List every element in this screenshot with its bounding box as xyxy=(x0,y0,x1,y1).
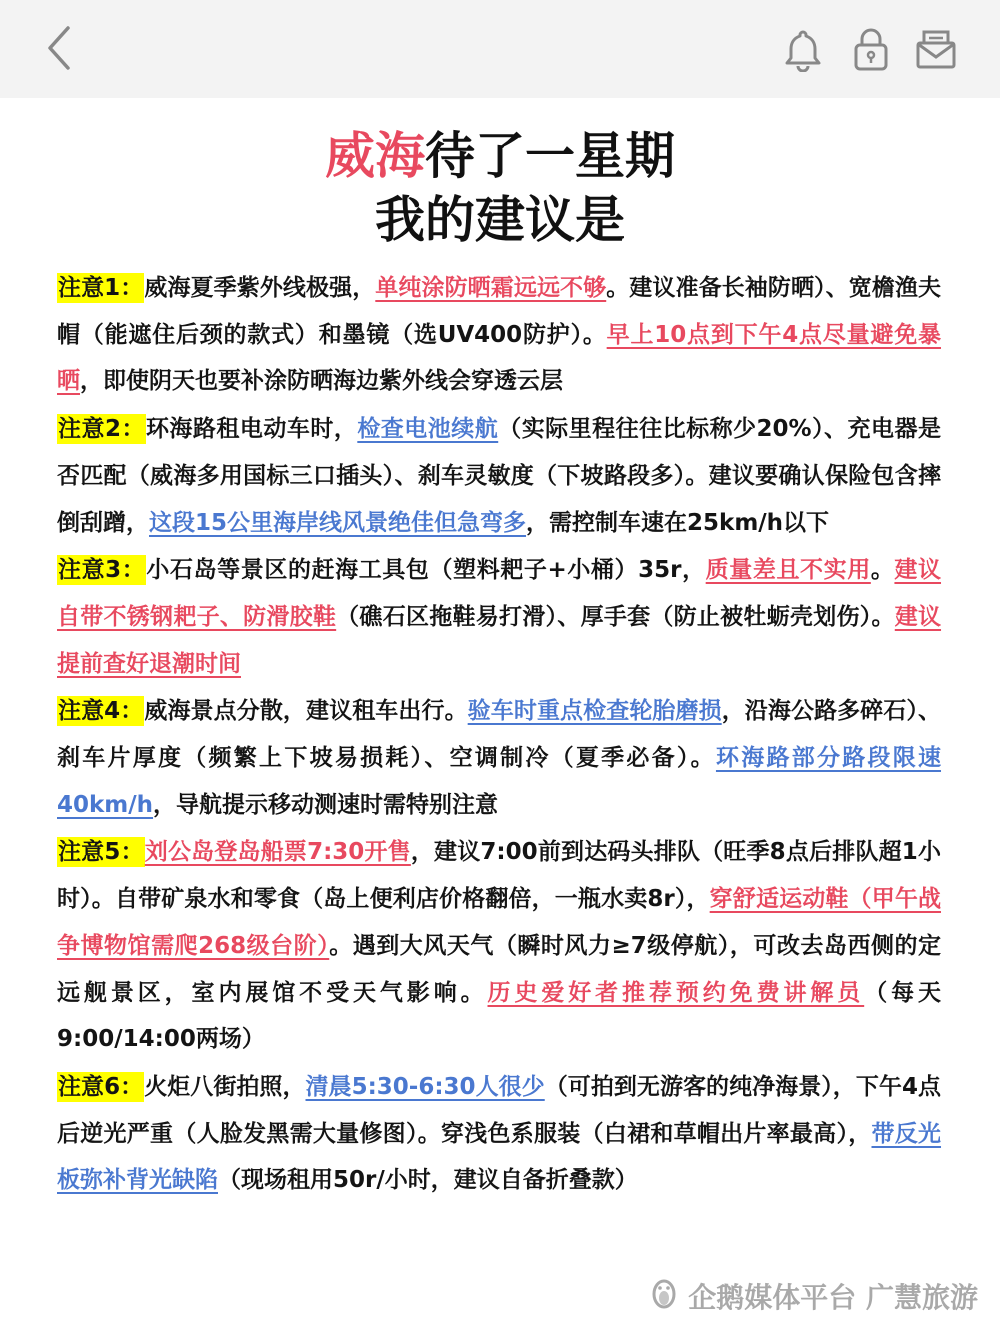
note-text: （可拍到无游客的纯净海景），下午4点后逆光严重（人脸发黑需大量修图）。穿浅色系服装（白裙和草帽出片率最高）， xyxy=(57,1073,941,1147)
note-3 xyxy=(57,547,941,687)
note-4 xyxy=(57,688,941,828)
note-tag: 注意1： xyxy=(58,275,144,301)
watermark xyxy=(646,1278,978,1318)
notes-list xyxy=(57,265,941,1205)
note-text: 威海夏季紫外线极强， xyxy=(144,275,376,301)
highlight-text: 这段15公里海岸线风景绝佳但急弯多 xyxy=(149,509,527,536)
note-text: 。 xyxy=(870,557,895,584)
note-tag: 注意5： xyxy=(58,839,144,866)
title-rest: 待了一星期 xyxy=(425,127,675,185)
note-text: ，需控制车速在25km/h以下 xyxy=(526,509,830,536)
chevron-left-icon[interactable] xyxy=(40,22,80,74)
watermark-text: 企鹅媒体平台 广慧旅游 xyxy=(688,1281,978,1314)
note-text: ，即使阴天也要补涂防晒海边紫外线会穿透云层 xyxy=(80,368,563,395)
note-text: 。建议准备长袖防晒）、宽檐渔夫帽（能遮住后颈的款式）和墨镜（选UV400防护）。 xyxy=(57,275,942,348)
lock-icon[interactable] xyxy=(852,26,890,72)
highlight-text: 环海路部分路段限速40km/h xyxy=(57,745,942,818)
note-text: 。遇到大风天气（瞬时风力≥7级停航），可改去岛西侧的定远舰景区，室内展馆不受天气影响。 xyxy=(57,932,941,1006)
note-2 xyxy=(57,406,941,546)
highlight-text: 验车时重点检查轮胎磨损 xyxy=(467,698,722,725)
penguin-icon xyxy=(646,1276,682,1321)
highlight-text: 建议提前查好退潮时间 xyxy=(57,603,942,677)
note-tag: 注意3： xyxy=(58,557,146,584)
note-5 xyxy=(57,829,941,1063)
note-text: 小石岛等景区的赶海工具包（塑料耙子+小桶）35r， xyxy=(146,557,706,584)
highlight-text: 质量差且不实用 xyxy=(705,557,871,584)
note-tag: 注意2： xyxy=(58,416,145,443)
note-text: 环海路租电动车时， xyxy=(145,416,358,443)
highlight-text: 清晨5:30-6:30人很少 xyxy=(305,1073,545,1100)
highlight-text: 历史爱好者推荐预约免费讲解员 xyxy=(487,979,865,1006)
highlight-text: 检查电池续航 xyxy=(357,416,499,443)
mail-icon[interactable] xyxy=(915,28,957,70)
note-tag: 注意4： xyxy=(58,698,144,725)
highlight-text: 穿舒适运动鞋（甲午战争博物馆需爬268级台阶） xyxy=(57,886,941,959)
highlight-text: 单纯涂防晒霜远远不够 xyxy=(375,275,607,301)
note-text: ，导航提示移动测速时需特别注意 xyxy=(153,791,499,818)
page-title-line2: 我的建议是 xyxy=(375,191,625,249)
note-text: （礁石区拖鞋易打滑）、厚手套（防止被牡蛎壳划伤）。 xyxy=(336,603,895,630)
page-title-line1 xyxy=(0,126,1000,186)
bell-icon[interactable] xyxy=(783,28,823,72)
title-highlight: 威海 xyxy=(325,127,425,185)
note-text: 火炬八街拍照， xyxy=(144,1073,306,1100)
note-tag: 注意6： xyxy=(58,1073,144,1100)
note-1 xyxy=(57,265,941,405)
note-text: ，沿海公路多碎石）、刹车片厚度（频繁上下坡易损耗）、空调制冷（夏季必备）。 xyxy=(57,698,942,772)
note-text: 威海景点分散，建议租车出行。 xyxy=(144,698,468,725)
highlight-text: 早上10点到下午4点尽量避免暴晒 xyxy=(57,321,941,395)
note-text: （每天9:00/14:00两场） xyxy=(57,979,941,1053)
note-text: ，建议7:00前到达码头排队（旺季8点后排队超1小时）。自带矿泉水和零食（岛上便利店价格翻倍，一瓶水卖8r）， xyxy=(57,839,942,913)
note-text: （实际里程往往比标称少20%）、充电器是否匹配（威海多用国标三口插头）、刹车灵敏度（下坡路段多）。建议要确认保险包含摔倒刮蹭， xyxy=(57,416,941,536)
note-text: （现场租用50r/小时，建议自备折叠款） xyxy=(218,1167,638,1194)
highlight-text: 刘公岛登岛船票7:30开售 xyxy=(144,839,411,866)
top-bar xyxy=(0,0,1000,98)
highlight-text: 建议自带不锈钢耙子、防滑胶鞋 xyxy=(57,557,942,630)
highlight-text: 带反光板弥补背光缺陷 xyxy=(57,1120,942,1194)
note-6 xyxy=(57,1064,941,1204)
